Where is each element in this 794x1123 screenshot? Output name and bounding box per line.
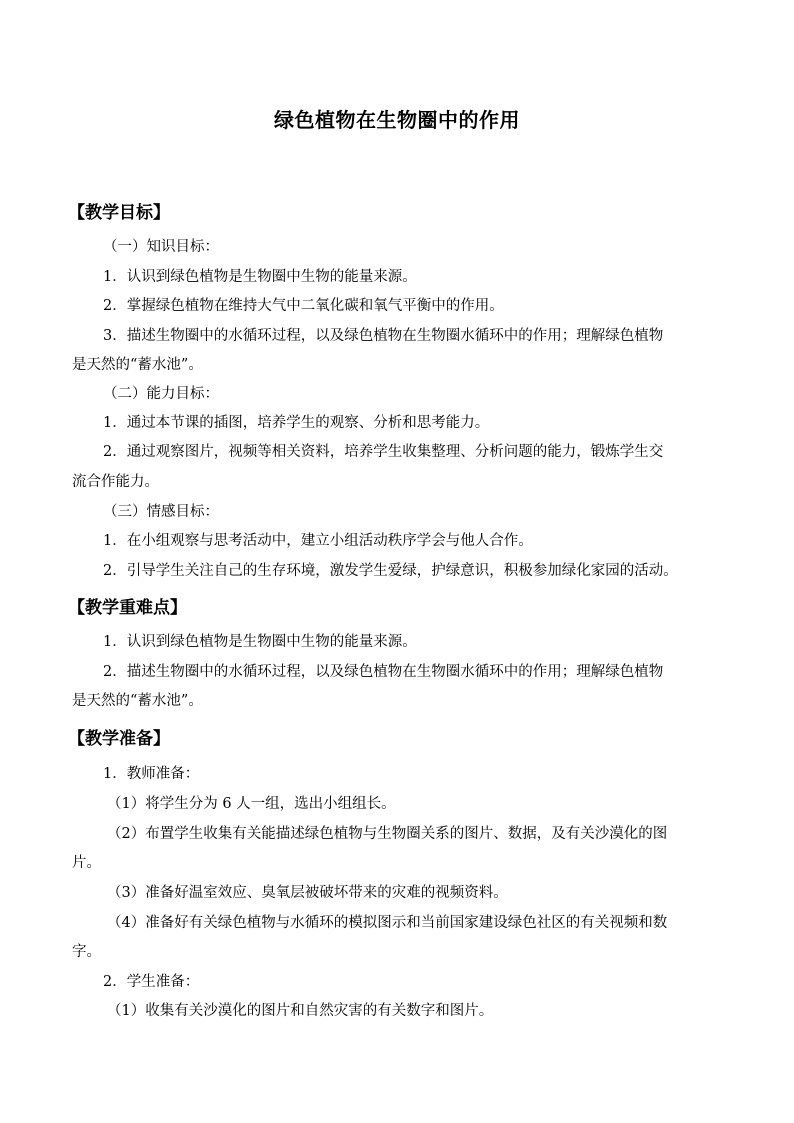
key-point-1: 1．认识到绿色植物是生物圈中生物的能量来源。 — [103, 634, 417, 650]
teacher-prep-4: （4）准备好有关绿色植物与水循环的模拟图示和当前国家建设绿色社区的有关视频和数 — [107, 915, 668, 931]
teacher-prep-1: （1）将学生分为 6 人一组，选出小组组长。 — [107, 796, 396, 812]
emotion-goals-label: （三）情感目标： — [103, 504, 219, 520]
teacher-prep-2: （2）布置学生收集有关能描述绿色植物与生物圈关系的图片、数据，及有关沙漠化的图 — [107, 826, 668, 842]
ability-goals-label: （二）能力目标： — [103, 386, 219, 402]
knowledge-goal-2: 2．掌握绿色植物在维持大气中二氧化碳和氧气平衡中的作用。 — [103, 298, 504, 314]
emotion-goal-2: 2．引导学生关注自己的生存环境，激发学生爱绿，护绿意识，积极参加绿化家园的活动。 — [103, 563, 678, 579]
key-point-2-cont: 是天然的“蓄水池”。 — [72, 693, 203, 709]
teacher-prep-2-cont: 片。 — [72, 855, 101, 871]
emotion-goal-1: 1．在小组观察与思考活动中，建立小组活动秩序学会与他人合作。 — [103, 533, 533, 549]
key-point-2: 2．描述生物圈中的水循环过程，以及绿色植物在生物圈水循环中的作用；理解绿色植物 — [103, 664, 664, 680]
teacher-prep-3: （3）准备好温室效应、臭氧层被破坏带来的灾难的视频资料。 — [107, 885, 508, 901]
section-heading-goals: 【教学目标】 — [68, 203, 170, 223]
ability-goal-2-cont: 流合作能力。 — [72, 474, 159, 490]
student-prep-1: （1）收集有关沙漠化的图片和自然灾害的有关数字和图片。 — [107, 1003, 494, 1019]
page-title: 绿色植物在生物圈中的作用 — [274, 108, 520, 132]
section-heading-key-points: 【教学重难点】 — [68, 598, 187, 618]
ability-goal-2: 2．通过观察图片，视频等相关资料，培养学生收集整理、分析问题的能力，锻炼学生交 — [103, 444, 664, 460]
student-prep-label: 2．学生准备： — [103, 974, 200, 990]
section-heading-preparation: 【教学准备】 — [68, 729, 170, 749]
knowledge-goal-3: 3．描述生物圈中的水循环过程，以及绿色植物在生物圈水循环中的作用；理解绿色植物 — [103, 328, 664, 344]
knowledge-goal-1: 1．认识到绿色植物是生物圈中生物的能量来源。 — [103, 269, 417, 285]
teacher-prep-label: 1．教师准备： — [103, 766, 200, 782]
ability-goal-1: 1．通过本节课的插图，培养学生的观察、分析和思考能力。 — [103, 415, 490, 431]
knowledge-goal-3-cont: 是天然的“蓄水池”。 — [72, 357, 203, 373]
knowledge-goals-label: （一）知识目标： — [103, 239, 219, 255]
teacher-prep-4-cont: 字。 — [72, 944, 101, 960]
